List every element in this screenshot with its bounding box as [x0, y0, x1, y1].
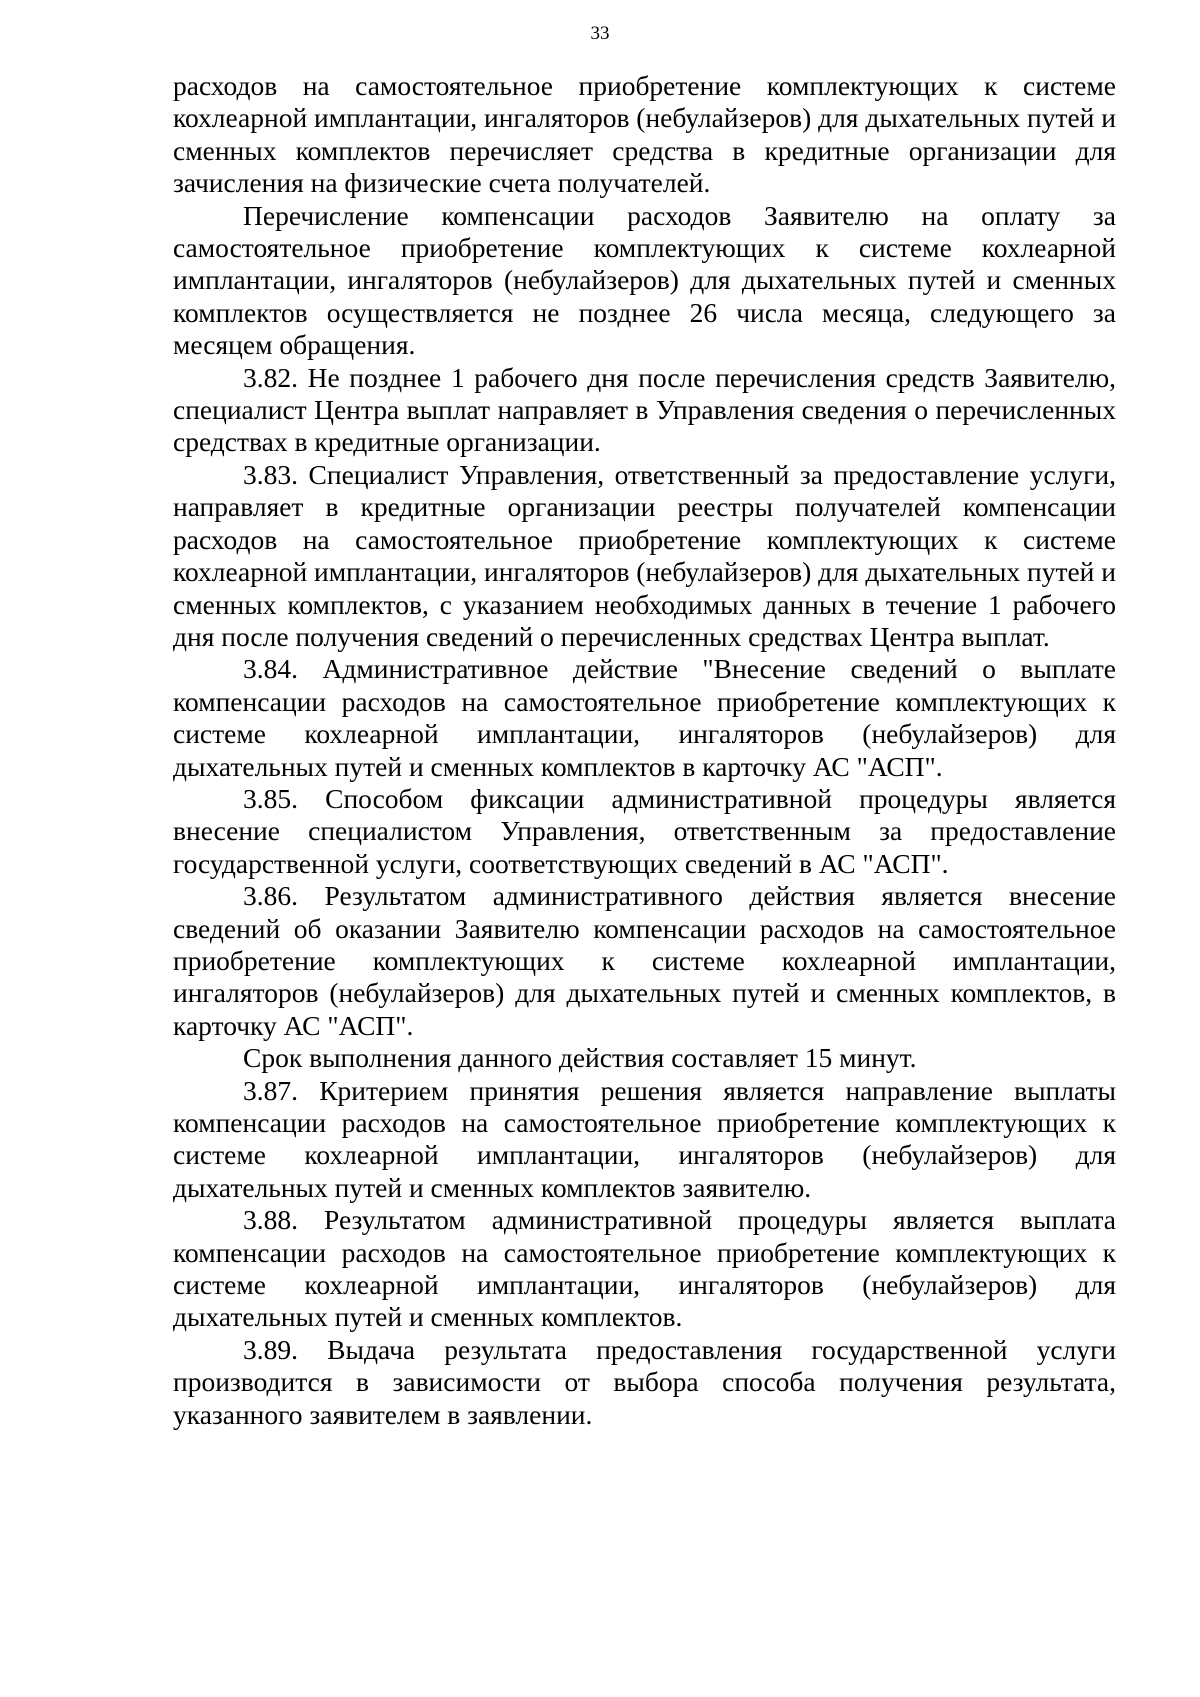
page-number: 33 [590, 23, 610, 44]
paragraph-3-83: 3.83. Специалист Управления, ответственный за предоставление услуги, направляет в кредитные организации реестры получателей компенсации расходов на самостоятельное приобретение комплектующих к системе кохлеарной имплантации, ингаляторов (небулайзеров) для дыхательных путей и сменных комплектов, с указанием необходимых данных в течение 1 рабочего дня после получения сведений о перечисленных средствах Центра выплат. [173, 458, 1116, 652]
paragraph-continuation: расходов на самостоятельное приобретение комплектующих к системе кохлеарной имплантации, ингаляторов (небулайзеров) для дыхательных путей и сменных комплектов перечисляет средства в кредитные организации для зачисления на физические счета получателей. [173, 70, 1116, 199]
paragraph-3-86: 3.86. Результатом административного действия является внесение сведений об оказании Заявителю компенсации расходов на самостоятельное приобретение комплектующих к системе кохлеарной имплантации, ингаляторов (небулайзеров) для дыхательных путей и сменных комплектов, в карточку АС "АСП". [173, 880, 1116, 1041]
document-body [173, 70, 1116, 1431]
paragraph-deadline: Срок выполнения данного действия составляет 15 минут. [243, 1042, 917, 1074]
paragraph-3-88: 3.88. Результатом административной процедуры является выплата компенсации расходов на самостоятельное приобретение комплектующих к системе кохлеарной имплантации, ингаляторов (небулайзеров) для дыхательных путей и сменных комплектов. [173, 1204, 1116, 1333]
paragraph-3-87: 3.87. Критерием принятия решения является направление выплаты компенсации расходов на самостоятельное приобретение комплектующих к системе кохлеарной имплантации, ингаляторов (небулайзеров) для дыхательных путей и сменных комплектов заявителю. [173, 1074, 1116, 1203]
paragraph-3-82: 3.82. Не позднее 1 рабочего дня после перечисления средств Заявителю, специалист Центра выплат направляет в Управления сведения о перечисленных средствах в кредитные организации. [173, 361, 1116, 458]
paragraph-compensation-transfer: Перечисление компенсации расходов Заявителю на оплату за самостоятельное приобретение комплектующих к системе кохлеарной имплантации, ингаляторов (небулайзеров) для дыхательных путей и сменных комплектов осуществляется не позднее 26 числа месяца, следующего за месяцем обращения. [173, 199, 1116, 361]
paragraph-3-84: 3.84. Административное действие "Внесение сведений о выплате компенсации расходов на самостоятельное приобретение комплектующих к системе кохлеарной имплантации, ингаляторов (небулайзеров) для дыхательных путей и сменных комплектов в карточку АС "АСП". [173, 653, 1116, 782]
paragraph-3-85: 3.85. Способом фиксации административной процедуры является внесение специалистом Управления, ответственным за предоставление государственной услуги, соответствующих сведений в АС "АСП". [173, 782, 1116, 879]
paragraph-3-89: 3.89. Выдача результата предоставления государственной услуги производится в зависимости от выбора способа получения результата, указанного заявителем в заявлении. [173, 1333, 1116, 1430]
